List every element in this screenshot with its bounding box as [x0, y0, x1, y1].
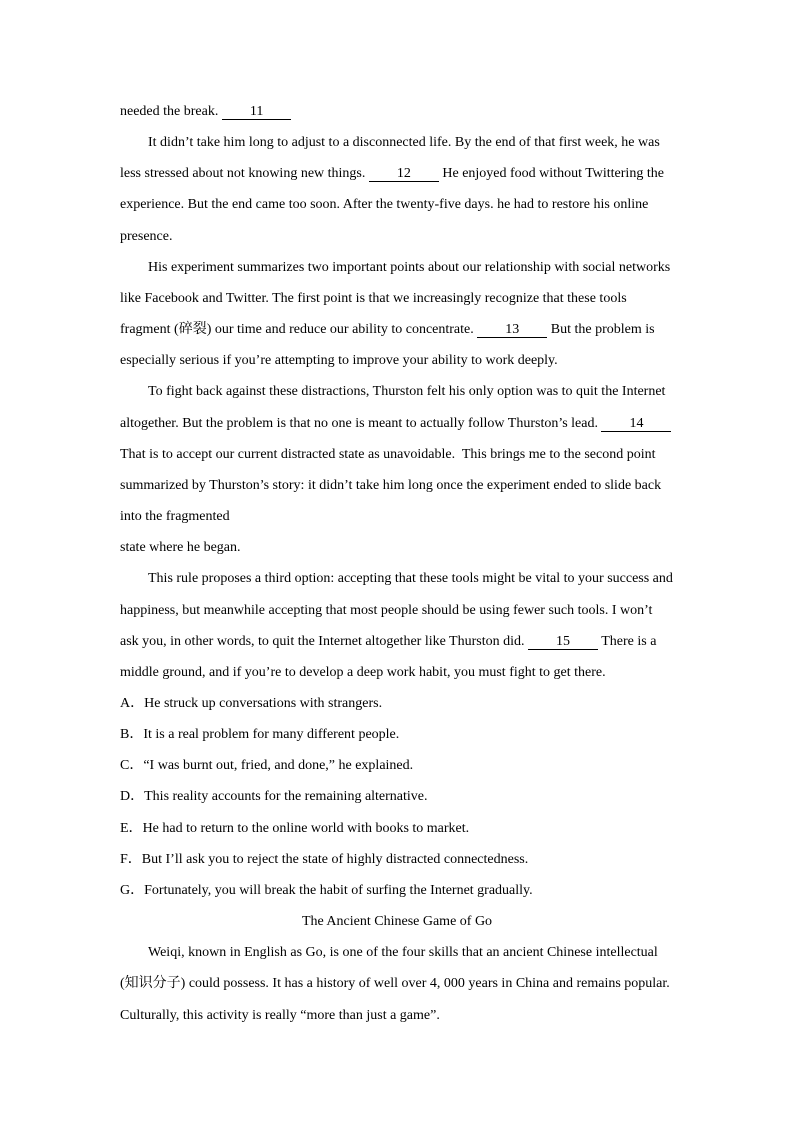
passage-line: [120, 1000, 680, 1031]
option-letter: G．: [120, 882, 145, 898]
line-text: summarized by Thurston’s story: it didn’t take him long once the experiment ended to slide back: [120, 477, 662, 493]
option-c: [120, 750, 680, 781]
option-d: [120, 781, 680, 812]
line-text: altogether. But the problem is that no one is meant to actually follow Thurston’s lead.: [120, 415, 602, 431]
passage-line: [120, 532, 680, 563]
option-a: [120, 688, 680, 719]
line-text: state where he began.: [120, 540, 241, 556]
line-text: especially serious if you’re attempting to improve your ability to work deeply.: [120, 353, 558, 369]
line-text: It didn’t take him long to adjust to a disconnected life. By the end of that first week, he was: [148, 135, 660, 151]
line-text: But the problem is: [547, 322, 655, 338]
option-text: He struck up conversations with strangers.: [144, 695, 383, 711]
option-g: [120, 875, 680, 906]
line-text: fragment (碎裂) our time and reduce our ability to concentrate.: [120, 322, 478, 338]
option-b: [120, 719, 680, 750]
option-letter: E．: [120, 820, 143, 836]
passage-line: [120, 221, 680, 252]
passage-line: [120, 283, 680, 314]
document-page: [120, 96, 680, 1031]
blank-15: 15: [528, 635, 598, 650]
option-text: This reality accounts for the remaining alternative.: [144, 789, 428, 805]
line-text: Weiqi, known in English as Go, is one of the four skills that an ancient Chinese intellectual: [148, 945, 658, 961]
line-text: presence.: [120, 228, 173, 244]
line-text: less stressed about not knowing new things.: [120, 166, 369, 182]
line-text: This rule proposes a third option: accepting that these tools might be vital to your success and: [148, 571, 673, 587]
option-letter: D．: [120, 789, 145, 805]
blank-11: 11: [222, 105, 291, 120]
line-text: (知识分子) could possess. It has a history of well over 4, 000 years in China and remains popular.: [120, 976, 670, 992]
passage-line: [120, 657, 680, 688]
passage-line: [120, 595, 680, 626]
paragraph-start-line: [120, 376, 680, 407]
line-text: There is a: [598, 633, 657, 649]
passage-line: [120, 345, 680, 376]
line-text: middle ground, and if you’re to develop a deep work habit, you must fight to get there.: [120, 664, 606, 680]
option-text: He had to return to the online world with books to market.: [142, 820, 470, 836]
line-text: happiness, but meanwhile accepting that most people should be using fewer such tools. I won’t: [120, 602, 653, 618]
option-letter: B．: [120, 727, 144, 743]
passage-line: [120, 408, 680, 439]
option-letter: A．: [120, 695, 145, 711]
passage-line: [120, 501, 680, 532]
line-text: experience. But the end came too soon. After the twenty-five days. he had to restore his online: [120, 197, 649, 213]
option-f: [120, 844, 680, 875]
line-text: needed the break.: [120, 104, 222, 119]
option-text: But I’ll ask you to reject the state of highly distracted connectedness.: [141, 851, 529, 867]
blank-12: 12: [369, 167, 439, 182]
passage-line: [120, 968, 680, 999]
paragraph-start-line: [120, 127, 680, 158]
line-text: ask you, in other words, to quit the Internet altogether like Thurston did.: [120, 633, 528, 649]
paragraph-start-line: [120, 937, 680, 968]
passage-line: [120, 626, 680, 657]
line-text: Culturally, this activity is really “more than just a game”.: [120, 1007, 440, 1023]
passage-line: [120, 158, 680, 189]
line-text: That is to accept our current distracted state as unavoidable. This brings me to the second point: [120, 446, 656, 462]
line-text: His experiment summarizes two important points about our relationship with social networks: [148, 259, 671, 275]
option-e: [120, 813, 680, 844]
option-letter: F．: [120, 851, 142, 867]
option-text: It is a real problem for many different people.: [143, 727, 400, 743]
line-text: into the fragmented: [120, 509, 230, 525]
paragraph-start-line: [120, 563, 680, 594]
passage-line: [120, 470, 680, 501]
line-text: To fight back against these distractions, Thurston felt his only option was to quit the Internet: [148, 384, 666, 400]
blank-13: 13: [477, 323, 547, 338]
paragraph-start-line: [120, 252, 680, 283]
line-text: He enjoyed food without Twittering the: [438, 166, 664, 182]
passage-title: The Ancient Chinese Game of Go: [301, 914, 493, 930]
line-text: like Facebook and Twitter. The first point is that we increasingly recognize that these tools: [120, 290, 627, 306]
passage-line: [120, 314, 680, 345]
passage-line: [120, 96, 680, 127]
blank-14: 14: [601, 417, 671, 432]
passage-line: [120, 189, 680, 220]
option-text: Fortunately, you will break the habit of surfing the Internet gradually.: [144, 882, 533, 898]
passage-line: [120, 439, 680, 470]
option-text: “I was burnt out, fried, and done,” he explained.: [143, 758, 414, 774]
option-letter: C．: [120, 758, 144, 774]
